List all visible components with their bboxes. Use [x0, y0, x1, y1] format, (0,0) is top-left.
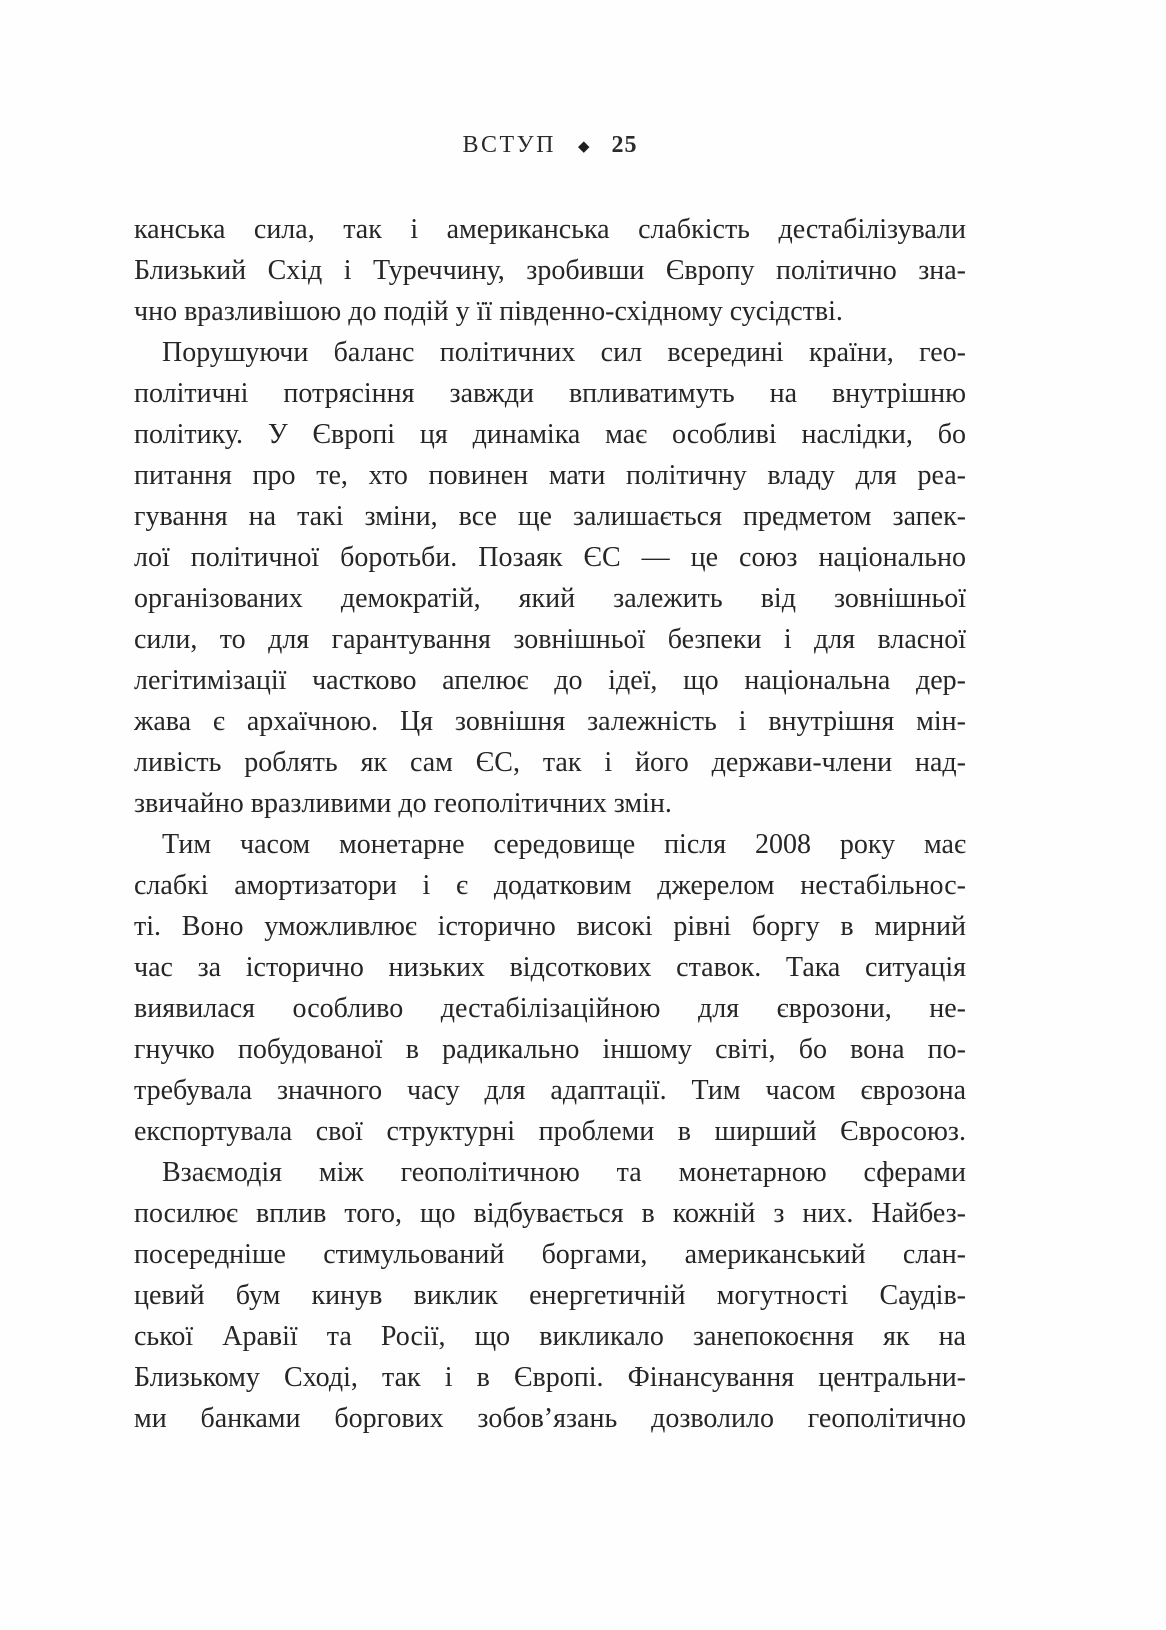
text-line: політику. У Європі ця динаміка має особливі наслідки, бо	[134, 419, 966, 450]
text-line: слабкі амортизатори і є додатковим джерелом нестабільнос-	[134, 870, 966, 901]
page-number: 25	[611, 132, 638, 158]
text-line: Близькому Сході, так і в Європі. Фінансування центральни-	[134, 1362, 966, 1393]
section-title: ВСТУП	[462, 132, 556, 158]
text-line: канська сила, так і американська слабкість дестабілізували	[134, 214, 966, 245]
text-line: гування на такі зміни, все ще залишається предметом запек-	[134, 501, 966, 532]
text-line: ливість роблять як сам ЄС, так і його держави-члени над-	[134, 747, 966, 778]
text-line: організованих демократій, який залежить від зовнішньої	[134, 583, 966, 614]
body-text	[134, 209, 966, 1439]
text-line: Близький Схід і Туреччину, зробивши Європу політично зна-	[134, 255, 966, 286]
text-line: ті. Воно уможливлює історично високі рівні боргу в мирний	[134, 911, 966, 942]
text-line: гнучко побудованої в радикально іншому світі, бо вона по-	[134, 1034, 966, 1065]
text-line: сили, то для гарантування зовнішньої безпеки і для власної	[134, 624, 966, 655]
text-line: політичні потрясіння завжди впливатимуть на внутрішню	[134, 378, 966, 409]
text-line: требувала значного часу для адаптації. Тим часом єврозона	[134, 1075, 966, 1106]
text-line: лої політичної боротьби. Позаяк ЄС — це союз національно	[134, 542, 966, 573]
text-line: ської Аравії та Росії, що викликало занепокоєння як на	[134, 1321, 966, 1352]
text-line: виявилася особливо дестабілізаційною для єврозони, не-	[134, 993, 966, 1024]
diamond-separator-icon: ◆	[577, 139, 590, 155]
text-line: звичайно вразливими до геополітичних змін.	[134, 788, 672, 819]
text-line: Тим часом монетарне середовище після 2008 року має	[162, 829, 966, 860]
text-line: час за історично низьких відсоткових ставок. Така ситуація	[134, 952, 966, 983]
text-line: Порушуючи баланс політичних сил всередині країни, гео-	[162, 337, 966, 368]
text-line: посилює вплив того, що відбувається в кожній з них. Найбез-	[134, 1198, 966, 1229]
running-header	[134, 132, 966, 159]
text-line: ми банками боргових зобов’язань дозволило геополітично	[134, 1403, 966, 1434]
text-line: легітимізації частково апелює до ідеї, що національна дер-	[134, 665, 966, 696]
text-line: питання про те, хто повинен мати політичну владу для реа-	[134, 460, 966, 491]
text-line: експортувала свої структурні проблеми в ширший Євросоюз.	[134, 1116, 966, 1147]
text-line: чно вразливішою до подій у її південно-східному сусідстві.	[134, 296, 843, 327]
text-line: цевий бум кинув виклик енергетичній могутності Саудів-	[134, 1280, 966, 1311]
text-line: посередніше стимульований боргами, американський слан-	[134, 1239, 966, 1270]
text-line: жава є архаїчною. Ця зовнішня залежність і внутрішня мін-	[134, 706, 966, 737]
text-line: Взаємодія між геополітичною та монетарною сферами	[162, 1157, 966, 1188]
